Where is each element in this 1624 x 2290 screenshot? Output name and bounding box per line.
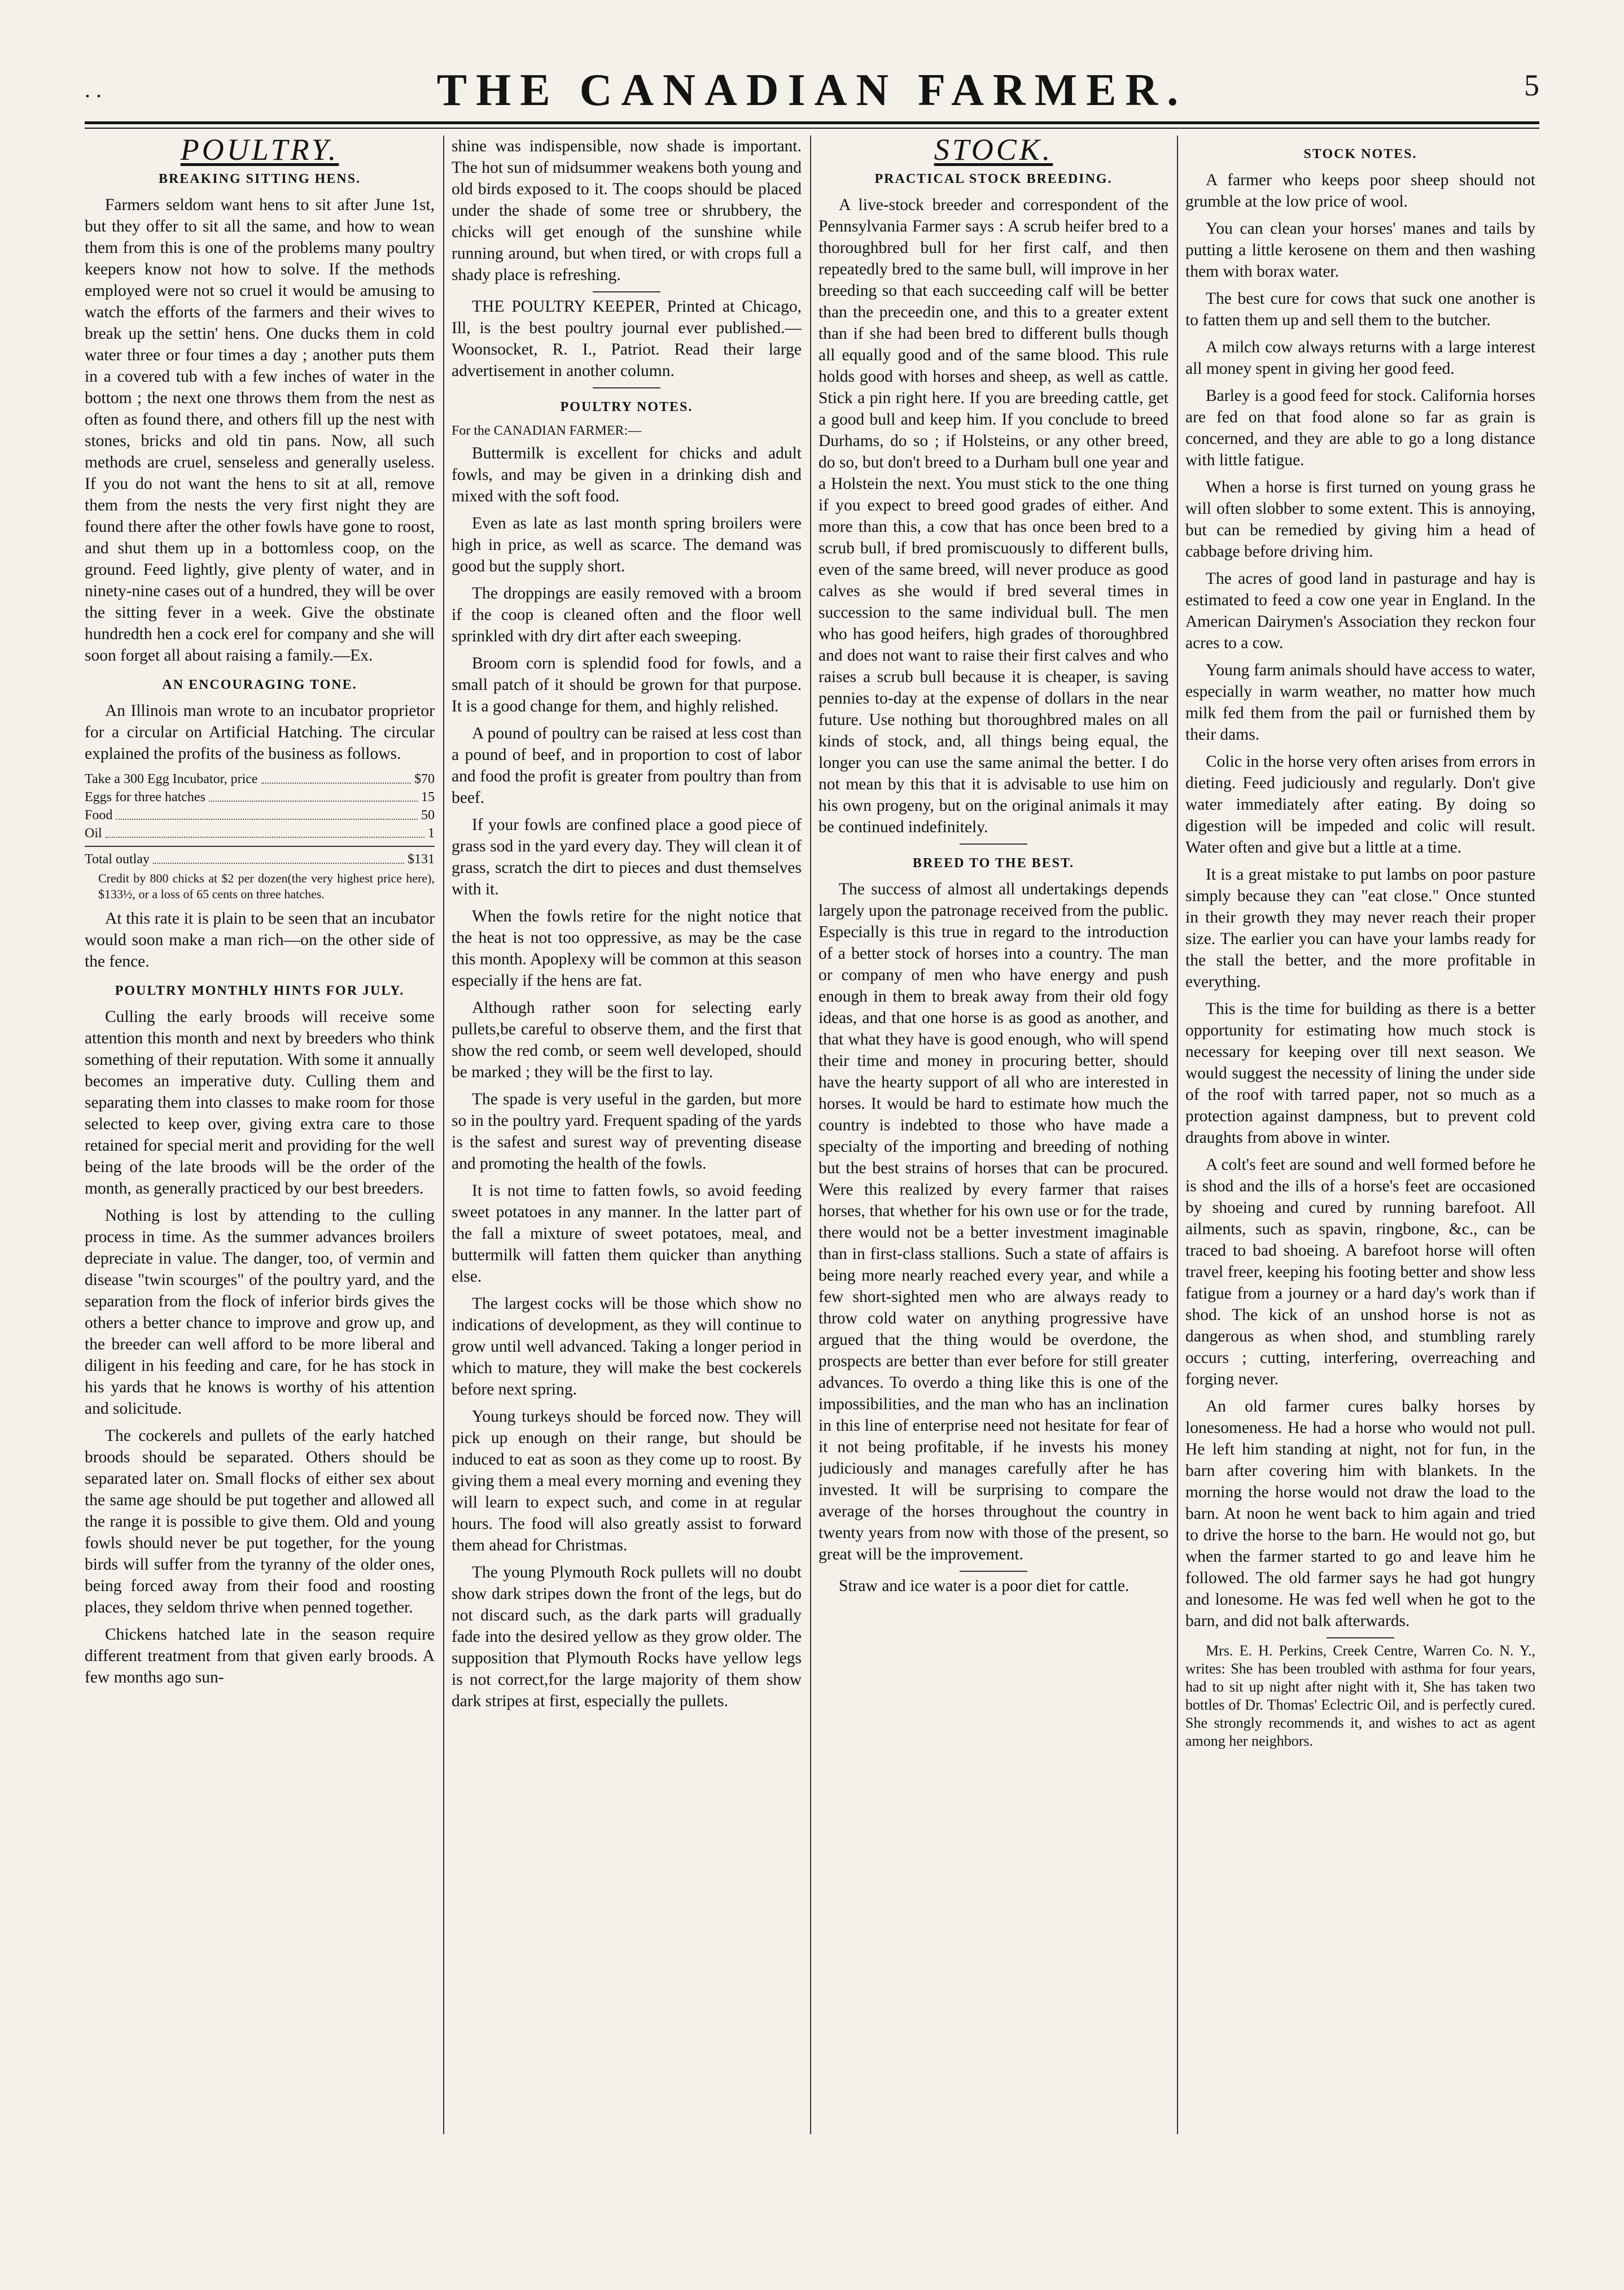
article-heading: STOCK NOTES. <box>1303 147 1417 161</box>
paragraph: The spade is very useful in the garden, but more so in the poultry yard. Frequent spading of the yards is the safest and surest way of preventing disease and promoting the health of the fowls. <box>452 1090 802 1173</box>
table-row: Oil 1 <box>85 824 435 842</box>
byline: For the CANADIAN FARMER:— <box>452 423 642 438</box>
column-divider <box>443 136 444 2134</box>
paragraph: A milch cow always returns with a large interest all money spent in giving her good feed. <box>1185 338 1535 378</box>
cost-table <box>85 770 435 902</box>
paragraph: The success of almost all undertakings depends largely upon the patronage received from the public. Especially is this true in regard to the introduction of a better stock of horses into a country. The man or company of men who have energy and push enough in them to break away from their old fogy ideas, and that one horse is as good as another, and that what they have is good enough, who will spend their time and money in procuring better, should have the hearty support of all who are interested in horses. It would be hard to estimate how much the country is indebted to those who have made a specialty of the importing and breeding of nothing but the best strains of horses that can be procured. Were this realized by every farmer that raises horses, that whether for his own use or for the trade, there would not be a better investment imaginable than in first-class stallions. Such a state of affairs is being more nearly reached every year, and while a few short-sighted men who are always ready to throw cold water on anything progressive have argued that the thing would be overdone, the prospects are better than ever before for still greater advances. To overdo a thing like this is one of the impossibilities, and the man who has an inclination in this line of enterprise need not hesitate for fear of it not being profitable, if he invests his money judiciously and manages carefully after he has invested. It will be surprising to compare the average of the horses throughout the country in twenty years from now with those of the present, so great will be the improvement. <box>818 880 1168 1563</box>
table-row: Eggs for three hatches 15 <box>85 788 435 806</box>
column-1 <box>85 136 435 2145</box>
paragraph: THE POULTRY KEEPER, Printed at Chicago, Ill, is the best poultry journal ever published.—Woonsocket, R. I., Patriot. Read their large advertisement in another column. <box>452 298 802 380</box>
paragraph: A pound of poultry can be raised at less cost than a pound of beef, and in proportion to cost of labor and food the profit is greater from poultry than from beef. <box>452 724 802 807</box>
divider <box>593 291 660 292</box>
paragraph: An Illinois man wrote to an incubator proprietor for a circular on Artificial Hatching. The circular explained the profits of the business as follows. <box>85 702 435 763</box>
paragraph: It is not time to fatten fowls, so avoid feeding sweet potatoes in any manner. In the latter part of the fall a mixture of sweet potatoes, meal, and buttermilk will fatten them quicker than anything else. <box>452 1182 802 1286</box>
article-heading: AN ENCOURAGING TONE. <box>162 678 357 692</box>
paragraph: The largest cocks will be those which show no indications of development, as they will continue to grow until well advanced. Taking a longer period in which to mature, they will make the best cockerels before next spring. <box>452 1295 802 1399</box>
paragraph: Young turkeys should be forced now. They will pick up enough on their range, but should be induced to eat as soon as they come up to roost. By giving them a meal every morning and evening they will learn to expect such, and come in at regular hours. The food will also greatly assist to forward them ahead for Christmas. <box>452 1408 802 1554</box>
paragraph: Although rather soon for selecting early pullets,be careful to observe them, and the first that show the red comb, or seem well developed, should be marked ; they will be the first to lay. <box>452 999 802 1081</box>
column-4 <box>1185 136 1535 2145</box>
article-heading: POULTRY NOTES. <box>560 400 693 414</box>
table-row: Take a 300 Egg Incubator, price $70 <box>85 770 435 788</box>
divider <box>960 844 1027 845</box>
column-3 <box>818 136 1168 2145</box>
newspaper-title: THE CANADIAN FARMER. <box>436 65 1188 115</box>
paragraph: The young Plymouth Rock pullets will no doubt show dark stripes down the front of the legs, but do not discard such, as the dark parts will gradually fade into the desired yellow as they grow older. The supposition that Plymouth Rocks have yellow legs is not correct,for the large majority of them show dark stripes at first, especially the pullets. <box>452 1563 802 1710</box>
paragraph: Mrs. E. H. Perkins, Creek Centre, Warren Co. N. Y., writes: She has been troubled with asthma for four years, had to sit up night after night with it, She has taken two bottles of Dr. Thomas' Eclectric Oil, and is perfectly cured. She strongly recommends it, and wishes to act as agent among her neighbors. <box>1185 1642 1535 1749</box>
paragraph: A live-stock breeder and correspondent of the Pennsylvania Farmer says : A scrub heifer bred to a thoroughbred bull for her first calf, and then repeatedly bred to the same bull, will improve in her breeding so that each succeeding calf will be better than the preceedin one, and this to a greater extent than if she had been bred to different bulls though all equally good and of the same blood. This rule holds good with horses and sheep, as well as cattle. Stick a pin right here. If you are breeding cattle, get a good bull and keep him. If you conclude to breed Durhams, do so ; if Holsteins, or any other breed, do so, but don't breed to a Durham bull one year and a Holstein the next. You must stick to the one thing if you expect to breed good grades of either. And more than this, a cow that has once been bred to a scrub bull, if bred promiscuously to different bulls, even of the same breed, will never produce as good calves as she would if bred several times in succession to the same individual bull. The men who has good heifers, high grades of thoroughbred and does not want to raise their first calves and who raises a scrub bull because it is cheaper, is saving pennies to-day at the expense of dollars in the near future. Use nothing but thoroughbred males on all kinds of stock, and, all things being equal, the longer you can use the same animal the better. I do not mean by this that it is advisable to use him on his own progeny, but on the original animals it may be continued indefinitely. <box>818 196 1168 836</box>
divider <box>960 1571 1027 1572</box>
paragraph: Straw and ice water is a poor diet for cattle. <box>839 1577 1130 1595</box>
paragraph: Barley is a good feed for stock. California horses are fed on that food alone so far as grain is concerned, and they are able to go a long distance with little fatigue. <box>1185 387 1535 469</box>
paragraph: When the fowls retire for the night notice that the heat is not too oppressive, as may be the case this month. Apoplexy will be common at this season especially if the hens are fat. <box>452 907 802 990</box>
paragraph: It is a great mistake to put lambs on poor pasture simply because they can "eat close." Once stunted in their growth they may never reach their proper size. The earlier you can have your lambs ready for the stall the better, and the more profitable in everything. <box>1185 866 1535 991</box>
article-heading: PRACTICAL STOCK BREEDING. <box>874 172 1113 186</box>
paragraph: At this rate it is plain to be seen that an incubator would soon make a man rich—on the other side of the fence. <box>85 910 435 971</box>
paragraph: The acres of good land in pasturage and hay is estimated to feed a cow one year in England. In the American Dairymen's Association they reckon four acres to a cow. <box>1185 570 1535 652</box>
paragraph: An old farmer cures balky horses by lonesomeness. He had a horse who would not pull. He left him standing at night, not for fun, in the barn after covering him with blankets. In the morning the horse would not draw the load to the barn. At noon he went back to him again and tried to drive the horse to the barn. He would not go, but when the farmer started to go and leave him he followed. The old farmer says he had got hungry and lonesome. He was fed well when he got to the barn, and did not balk afterwards. <box>1185 1397 1535 1630</box>
paragraph: A farmer who keeps poor sheep should not grumble at the low price of wool. <box>1185 171 1535 211</box>
paragraph: Nothing is lost by attending to the culling process in time. As the summer advances broilers depreciate in value. The danger, too, of vermin and disease "twin scourges" of the poultry yard, and the separation from the flock of inferior birds gives the others a better chance to improve and grow up, and the breeder can well afford to be more liberal and diligent in his feeding and care, for he has stock in his yards that he knows is worthy of his attention and solicitude. <box>85 1207 435 1418</box>
section-heading-poultry: POULTRY. <box>180 136 339 167</box>
section-heading-stock: STOCK. <box>934 136 1053 167</box>
paragraph: If your fowls are confined place a good piece of grass sod in the yard every day. They will clean it of grass, scratch the dirt to pieces and dust themselves with it. <box>452 816 802 898</box>
paragraph: When a horse is first turned on young grass he will often slobber to some extent. This is annoying, but can be remedied by giving him a head of cabbage before driving him. <box>1185 478 1535 561</box>
masthead-rule <box>85 121 1539 124</box>
paragraph: The droppings are easily removed with a broom if the coop is cleaned often and the floor well sprinkled with dry dirt after each sweeping. <box>452 584 802 645</box>
column-divider <box>810 136 811 2134</box>
paragraph: Young farm animals should have access to water, especially in warm weather, no matter how much milk fed them from the pail or furnished them by their dams. <box>1185 661 1535 744</box>
table-note: Credit by 800 chicks at $2 per dozen(the very highest price here), $133½, or a loss of 65 cents on three hatches. <box>98 871 435 901</box>
paragraph: The cockerels and pullets of the early hatched broods should be separated. Others should be separated later on. Small flocks of either sex about the same age should be put together and allowed all the range it is possible to give them. Old and young fowls should never be put together, for the young birds will suffer from the tyranny of the older ones, being forced away from their food and roosting places, they seldom thrive when penned together. <box>85 1427 435 1616</box>
page-number: 5 <box>1524 68 1539 102</box>
article-heading: BREED TO THE BEST. <box>912 856 1075 871</box>
article-heading: POULTRY MONTHLY HINTS FOR JULY. <box>115 984 405 998</box>
paragraph: Broom corn is splendid food for fowls, and a small patch of it should be grown for that purpose. It is a good change for them, and highly relished. <box>452 654 802 715</box>
paragraph: Farmers seldom want hens to sit after June 1st, but they offer to sit all the same, and how to wean them from this is one of the problems many poultry keepers know not how to solve. If the methods employed were not so cruel it would be amusing to watch the efforts of the farmers and their wives to break up the settin' hens. One ducks them in cold water three or four times a day ; another puts them in a covered tub with a few inches of water in the bottom ; the next one throws them from the nest as often as found there, and others fill up the nest with stones, bricks and old tin pans. Now, all such methods are cruel, senseless and generally useless. If you do not want the hens to sit at all, remove them from the nests the very first night they are found there after the other fowls have gone to roost, and shut them up in a bottomless coop, on the ground. Feed lightly, give plenty of water, and in ninety-nine cases out of a hundred, they will be over the sitting fever in a week. Give the obstinate hundredth hen a cock erel for company and she will soon forget all about raising a family.—Ex. <box>85 196 435 665</box>
table-total-row: Total outlay $131 <box>85 850 435 868</box>
paragraph: Culling the early broods will receive some attention this month and next by breeders who think something of their reputation. With some it annually becomes an imperative duty. Culling them and separating them into classes to make room for those selected to keep over, giving extra care to those retained for special merit and providing for the well being of the late broods will be the order of the month, as generally practiced by our best breeders. <box>85 1008 435 1198</box>
paragraph: Colic in the horse very often arises from errors in dieting. Feed judiciously and regularly. Don't give water immediately after eating. By doing so digestion will be impeded and colic will result. Water often and give but a little at a time. <box>1185 753 1535 856</box>
paragraph: shine was indispensible, now shade is important. The hot sun of midsummer weakens both young and old birds exposed to it. The coops should be placed under the shade of some tree or shrubbery, the chicks will get enough of the sunshine while running around, but when tired, or with crops full a shady place is refreshing. <box>452 137 802 284</box>
divider <box>1327 1637 1394 1638</box>
paragraph: Even as late as last month spring broilers were high in price, as well as scarce. The demand was good but the supply short. <box>452 514 802 575</box>
paragraph: Buttermilk is excellent for chicks and adult fowls, and may be given in a drinking dish and mixed with the soft food. <box>452 444 802 505</box>
column-2 <box>452 136 802 2145</box>
table-row: Food 50 <box>85 806 435 824</box>
column-divider <box>1177 136 1178 2134</box>
article-heading: BREAKING SITTING HENS. <box>158 172 361 186</box>
paragraph: You can clean your horses' manes and tails by putting a little kerosene on them and then washing them with borax water. <box>1185 220 1535 281</box>
divider <box>593 387 660 388</box>
divider <box>85 846 435 847</box>
masthead-mark: . . <box>85 77 102 102</box>
paragraph: A colt's feet are sound and well formed before he is shod and the ills of a horse's feet are occasioned by shoeing and cured by running barefoot. All ailments, such as spavin, ringbone, &c., can be traced to bad shoeing. A barefoot horse will often travel freer, keeping his footing better and show less fatigue from a journey or a hard day's work than if shod. The kick of an unshod horse is not as dangerous as when shod, and stumbling rarely occurs ; cutting, interfering, overreaching and forging never. <box>1185 1156 1535 1388</box>
paragraph: This is the time for building as there is a better opportunity for estimating how much stock is necessary for keeping over till next season. We would suggest the necessity of lining the under side of the roof with tarred paper, not so much as a protection against dampness, but to prevent cold draughts from above in winter. <box>1185 1000 1535 1147</box>
masthead-rule-thin <box>85 128 1539 129</box>
paragraph: The best cure for cows that suck one another is to fatten them up and sell them to the butcher. <box>1185 290 1535 329</box>
masthead <box>85 54 1539 121</box>
paragraph: Chickens hatched late in the season require different treatment from that given early broods. A few months ago sun- <box>85 1625 435 1686</box>
